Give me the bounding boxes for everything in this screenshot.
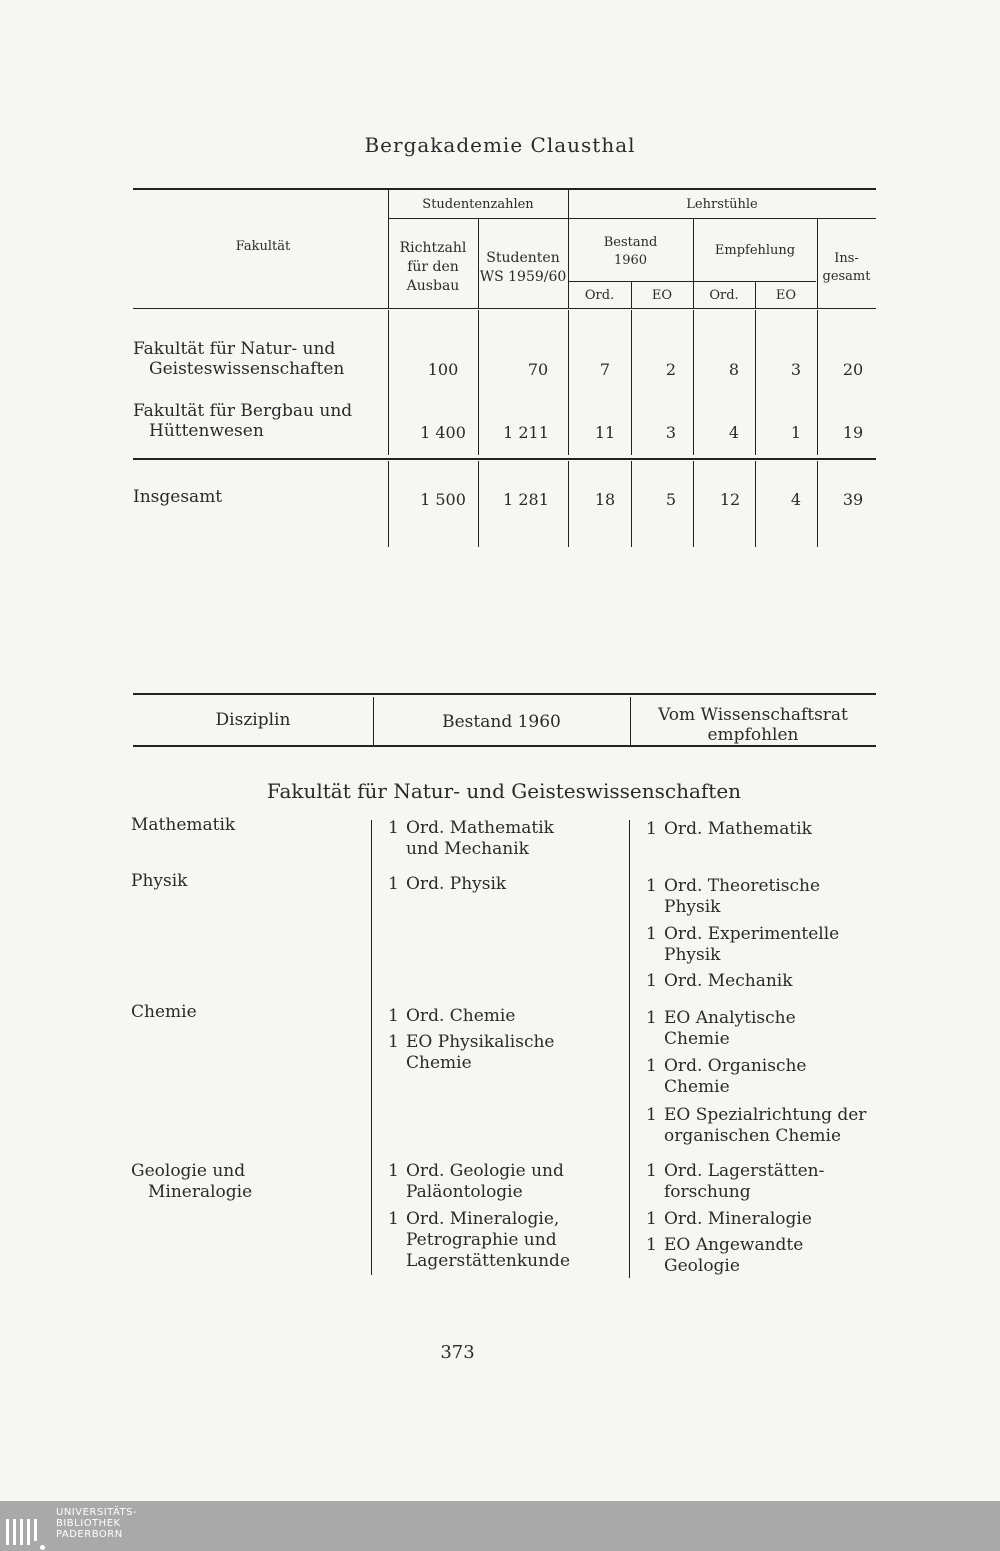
list-item: 1 Ord. Theoretische Physik: [646, 876, 821, 917]
cell-richtzahl: 1 500: [420, 490, 466, 509]
table2-top-rule: [133, 693, 876, 695]
row-fakultaet-name: Fakultät für Natur- und Geisteswissenschaften: [133, 339, 345, 379]
header-disziplin: Disziplin: [215, 710, 291, 730]
table1-vline: [568, 461, 569, 547]
cell-insgesamt: 39: [842, 490, 864, 509]
list-item: 1 EO Physikalische Chemie: [388, 1032, 555, 1073]
cell-studenten: 1 211: [503, 423, 549, 442]
page-title: Bergakademie Clausthal: [364, 133, 636, 157]
table1-top-rule: [133, 188, 876, 190]
header-studentenzahlen: Studentenzahlen: [422, 197, 534, 212]
list-item: 1 EO Angewandte Geologie: [646, 1235, 804, 1276]
cell-insgesamt: 20: [842, 360, 864, 379]
table1-total-rule: [133, 458, 876, 460]
table2-header-rule: [133, 745, 876, 747]
table2-body-vline: [371, 820, 372, 1275]
header-lehrstuehle: Lehrstühle: [686, 197, 758, 212]
list-item: 1 Ord. Physik: [388, 874, 507, 894]
disziplin-physik: Physik: [131, 871, 188, 891]
cell-empfehlung-ord: 4: [728, 423, 740, 442]
table1-vline: [478, 461, 479, 547]
table1-header-rule: [133, 308, 876, 309]
cell-bestand-eo: 2: [665, 360, 677, 379]
header-empfohlen: Vom Wissenschaftsrat empfohlen: [658, 705, 848, 745]
list-item: 1 Ord. Chemie: [388, 1006, 516, 1026]
list-item: 1 Ord. Mechanik: [646, 971, 793, 991]
header-studenten: Studenten WS 1959/60: [479, 250, 567, 285]
cell-empfehlung-eo: 1: [790, 423, 802, 442]
cell-studenten: 70: [527, 360, 549, 379]
table2-body-vline: [629, 820, 630, 1278]
row-fakultaet-name: Fakultät für Bergbau und Hüttenwesen: [133, 401, 353, 441]
list-item: 1 Ord. Experimentelle Physik: [646, 924, 840, 965]
table1-sub-rule: [568, 281, 816, 282]
header-bestand-1960: Bestand 1960: [442, 712, 561, 732]
disziplin-chemie: Chemie: [131, 1002, 197, 1022]
header-bestand-eo: EO: [651, 288, 673, 303]
cell-insgesamt: 19: [842, 423, 864, 442]
table1-vline: [568, 310, 569, 455]
table1-vline: [388, 461, 389, 547]
header-richtzahl: Richtzahl für den Ausbau: [399, 240, 467, 294]
cell-empfehlung-ord: 8: [728, 360, 740, 379]
disziplin-mathematik: Mathematik: [131, 815, 236, 835]
header-empfehlung-eo: EO: [775, 288, 797, 303]
page-number: 373: [440, 1342, 475, 1363]
list-item: 1 Ord. Lagerstätten- forschung: [646, 1161, 825, 1202]
header-empfehlung: Empfehlung: [714, 243, 796, 258]
cell-bestand-eo: 3: [665, 423, 677, 442]
section-title: Fakultät für Natur- und Geisteswissenschaften: [266, 779, 742, 803]
cell-bestand-eo: 5: [665, 490, 677, 509]
cell-richtzahl: 100: [427, 360, 459, 379]
cell-bestand-ord: 7: [599, 360, 611, 379]
list-item: 1 Ord. Mathematik und Mechanik: [388, 818, 554, 859]
list-item: 1 Ord. Mineralogie, Petrographie und Lagerstättenkunde: [388, 1209, 570, 1271]
library-footer: [0, 1501, 1000, 1551]
cell-empfehlung-eo: 3: [790, 360, 802, 379]
header-empfehlung-ord: Ord.: [709, 288, 739, 303]
table1-vline: [388, 310, 389, 455]
cell-richtzahl: 1 400: [420, 423, 466, 442]
cell-bestand-ord: 18: [594, 490, 616, 509]
cell-studenten: 1 281: [503, 490, 549, 509]
list-item: 1 Ord. Geologie und Paläontologie: [388, 1161, 564, 1202]
row-insgesamt-label: Insgesamt: [133, 487, 223, 507]
list-item: 1 EO Spezialrichtung der organischen Chemie: [646, 1105, 867, 1146]
list-item: 1 EO Analytische Chemie: [646, 1008, 796, 1049]
list-item: 1 Ord. Mineralogie: [646, 1209, 812, 1229]
list-item: 1 Ord. Organische Chemie: [646, 1056, 807, 1097]
header-bestand-ord: Ord.: [584, 288, 615, 303]
table1-vline: [478, 310, 479, 455]
disziplin-geologie: Geologie und Mineralogie: [131, 1161, 253, 1202]
table1-group-rule: [388, 218, 876, 219]
header-insgesamt: Ins- gesamt: [822, 251, 871, 284]
header-bestand: Bestand 1960: [603, 235, 658, 268]
cell-bestand-ord: 11: [594, 423, 616, 442]
header-fakultaet: Fakultät: [235, 239, 291, 254]
cell-empfehlung-ord: 12: [719, 490, 741, 509]
cell-empfehlung-eo: 4: [790, 490, 802, 509]
library-logo-text: UNIVERSITÄTS- BIBLIOTHEK PADERBORN: [56, 1507, 138, 1540]
list-item: 1 Ord. Mathematik: [646, 819, 812, 839]
